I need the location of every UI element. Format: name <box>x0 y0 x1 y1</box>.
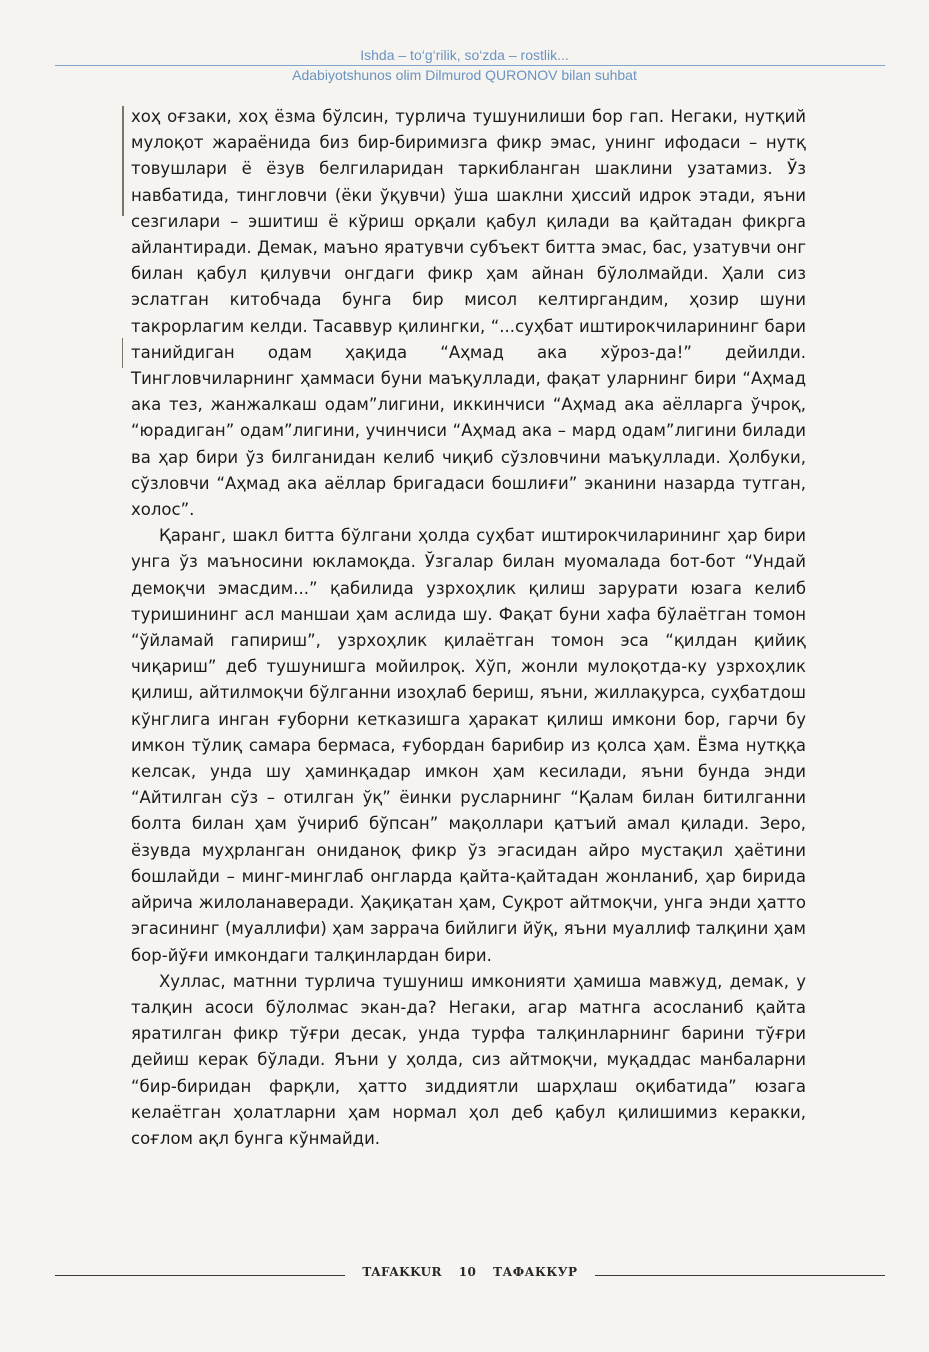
footer-label <box>55 1265 885 1279</box>
paragraph: хоҳ оғзаки, хоҳ ёзма бўлсин, турлича тушунилиши бор гап. Негаки, нутқий мулоқот жараёнида биз бир-биримизга фикр эмас, унинг ифодаси – нутқ товушлари ё ёзув белгиларидан таркибланган шаклини узатамиз. Ўз навбатида, тингловчи (ёки ўқувчи) ўша шаклни ҳиссий идрок этади, яъни сезгилари – эшитиш ё кўриш орқали қабул қилади ва қайтадан фикрга айлантиради. Демак, маъно яратувчи субъект битта эмас, бас, узатувчи онг билан қабул қилувчи онгдаги фикр ҳам айнан бўлолмайди. Ҳали сиз эслатган китобчада бунга бир мисол келтиргандим, ҳозир шуни такрорлагим келди. Тасаввур қилингки, “...суҳбат иштирокчиларининг бари танийдиган одам ҳақида “Аҳмад ака хўроз-да!” дейилди. Тингловчиларнинг ҳаммаси буни маъқуллади, фақат уларнинг бири “Аҳмад ака тез, жанжалкаш одам”лигини, иккинчиси “Аҳмад ака аёлларга ўчроқ, “юрадиган” одам”лигини, учинчиси “Аҳмад ака – мард одам”лигини билади ва ҳар бири ўз билганидан келиб чиқиб сўзловчини маъқуллади. Ҳолбуки, сўзловчи “Аҳмад ака аёллар бригадаси бошлиғи” эканини назарда тутган, холос”. <box>131 107 806 520</box>
article-body <box>131 104 806 1152</box>
header-rule <box>55 65 885 66</box>
footer-right-label: ТАФАККУР <box>493 1265 578 1279</box>
header-title: Ishda – to‘g‘rilik, so‘zda – rostlik... <box>360 47 569 63</box>
margin-pencil-mark <box>122 338 123 368</box>
page-number: 10 <box>458 1265 477 1279</box>
paragraph: Хуллас, матнни турлича тушуниш имконияти ҳамиша мавжуд, демак, у талқин асоси бўлолмас экан-да? Негаки, агар матнга асосланиб қайта яратилган фикр тўғри десак, унда турфа талқинларнинг барини тўғри дейиш керак бўлади. Яъни у ҳолда, сиз айтмоқчи, муқаддас манбаларни “бир-биридан фарқли, ҳатто зиддиятли шарҳлаш оқибатида” юзага келаётган ҳолатларни ҳам нормал ҳол деб қабул қилишимиз керакки, соғлом ақл бунга кўнмайди. <box>131 971 806 1148</box>
paragraph: Қаранг, шакл битта бўлгани ҳолда суҳбат иштирокчиларининг ҳар бири унга ўз маъносини юкламоқда. Ўзгалар билан муомалада бот-бот “Ундай демоқчи эмасдим...” қабилида узрхоҳлик қилиш зарурати юзага келиб туришининг асл маншаи ҳам аслида шу. Фақат буни хафа бўлаётган томон “ўйламай гапириш”, узрхоҳлик қилаётган томон эса “қилдан қийиқ чиқариш” деб тушунишга мойилроқ. Хўп, жонли мулоқотда-ку узрхоҳлик қилиш, айтилмоқчи бўлганни изоҳлаб бериш, яъни, жиллақурса, суҳбатдош кўнглига инган ғуборни кетказишга ҳаракат қилиш имкони бор, гарчи бу имкон тўлиқ самара бермаса, ғубордан барибир из қолса ҳам. Ёзма нутққа келсак, унда шу ҳаминқадар имкон ҳам кесилади, яъни бунда энди “Айтилган сўз – отилган ўқ” ёинки русларнинг “Қалам билан битилганни болта билан ҳам ўчириб бўпсан” мақоллари қатъий амал қилади. Зеро, ёзувда муҳрланган ониданоқ фикр ўз эгасидан айро мустақил ҳаётини бошлайди – минг-минглаб онгларда қайта-қайтадан жонланиб, ҳар бирида айрича жилоланаверади. Ҳақиқатан ҳам, Суқрот айтмоқчи, унга энди ҳатто эгасининг (муаллифи) ҳам заррача бийлиги йўқ, яъни муаллиф талқини ҳам бор-йўғи имкондаги талқинлардан бири. <box>131 526 806 965</box>
footer-left-label: TAFAKKUR <box>362 1265 443 1279</box>
page-footer <box>55 1265 885 1285</box>
header-subtitle: Adabiyotshunos olim Dilmurod QURONOV bilan suhbat <box>292 67 637 83</box>
margin-pencil-mark <box>122 106 124 216</box>
